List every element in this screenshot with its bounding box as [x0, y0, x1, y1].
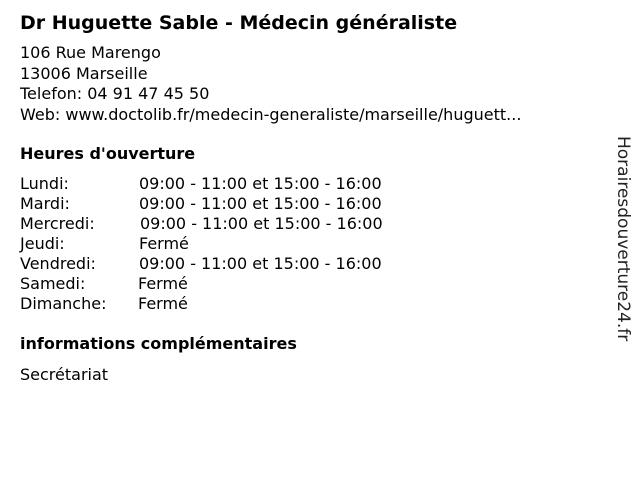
- opening-hours-table: [20, 174, 440, 314]
- hours-row-thursday: [20, 234, 440, 254]
- address-block: [20, 43, 521, 125]
- day-label: Jeudi:: [20, 234, 65, 253]
- hours-value: Fermé: [138, 274, 188, 293]
- hours-row-saturday: [20, 274, 440, 294]
- street-address: 106 Rue Marengo: [20, 43, 161, 62]
- day-label: Vendredi:: [20, 254, 96, 273]
- website-url: Web: www.doctolib.fr/medecin-generaliste/marseille/huguett...: [20, 104, 522, 124]
- day-label: Lundi:: [20, 174, 69, 193]
- day-label: Samedi:: [20, 274, 86, 293]
- hours-row-tuesday: [20, 194, 440, 214]
- site-watermark: [608, 136, 638, 372]
- watermark-text: Horairesdouverture24.fr: [613, 136, 633, 342]
- opening-hours-heading: Heures d'ouverture: [20, 144, 196, 163]
- hours-value: Fermé: [139, 234, 189, 253]
- day-label: Mercredi:: [20, 214, 95, 233]
- hours-row-monday: [20, 174, 440, 194]
- hours-row-wednesday: [20, 214, 440, 234]
- hours-value: 09:00 - 11:00 et 15:00 - 16:00: [140, 214, 383, 233]
- hours-row-friday: [20, 254, 440, 274]
- additional-info-text: Secrétariat: [20, 365, 109, 384]
- hours-value: 09:00 - 11:00 et 15:00 - 16:00: [139, 174, 382, 193]
- additional-info-heading: informations complémentaires: [20, 334, 297, 353]
- day-label: Mardi:: [20, 194, 70, 213]
- hours-row-sunday: [20, 294, 440, 314]
- page-title: Dr Huguette Sable - Médecin généraliste: [20, 12, 458, 34]
- phone-number: Telefon: 04 91 47 45 50: [20, 84, 210, 103]
- day-label: Dimanche:: [20, 294, 107, 313]
- hours-value: Fermé: [138, 294, 188, 313]
- hours-value: 09:00 - 11:00 et 15:00 - 16:00: [139, 194, 382, 213]
- hours-value: 09:00 - 11:00 et 15:00 - 16:00: [139, 254, 382, 273]
- city-postal-code: 13006 Marseille: [20, 63, 148, 83]
